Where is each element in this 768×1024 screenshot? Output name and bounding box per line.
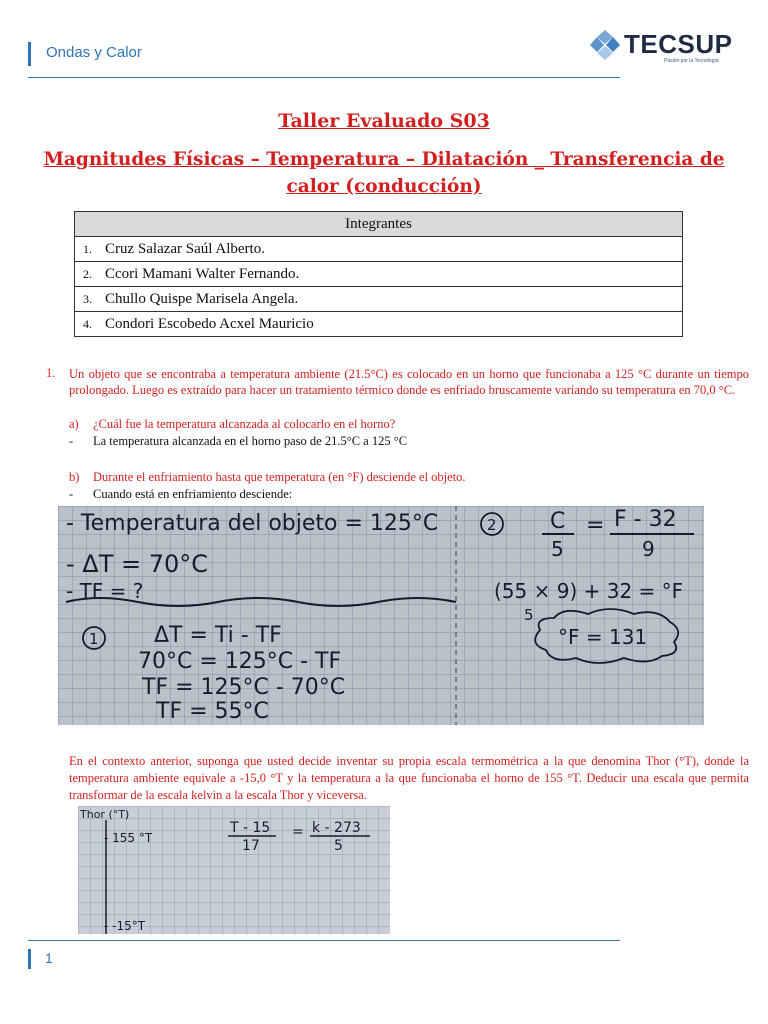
hw-eq-den-left: 17 — [242, 838, 260, 854]
tecsup-logo — [588, 28, 738, 70]
hw-result: °F = 131 — [558, 625, 648, 649]
answer-1a — [69, 433, 407, 449]
thor-scale-photo — [78, 806, 390, 934]
logo-name: TECSUP — [624, 29, 733, 59]
answer-1a-text: La temperatura alcanzada en el horno paso de 21.5°C a 125 °C — [93, 434, 408, 448]
hw-eq-num-left: T - 15 — [230, 820, 271, 836]
hw-line-1: - Temperatura del objeto = 125°C — [66, 511, 439, 536]
header-rule — [28, 77, 620, 78]
question-1-text: Un objeto que se encontraba a temperatura ambiente (21.5°C) es colocado en un horno que funcionaba a 125 °C durante un tiempo prolongado. Luego es extraído para hacer un tratamiento térmico donde es enfriado bruscamente variando su temperatura en 70,0 °C. — [69, 367, 749, 397]
question-1b-label: b) — [69, 470, 80, 484]
context-paragraph: En el contexto anterior, suponga que usted decide inventar su propia escala termométrica a la que denomina Thor (°T), donde la temperatura ambiente equivale a -15,0 °T y la temperatura a la que funcionaba el horno de 155 °T. Deducir una escala que permita transformar de la escala kelvin a la escala Thor y viceversa. — [69, 754, 749, 802]
answer-1b — [69, 486, 292, 502]
hw-thor-top: - 155 °T — [104, 831, 153, 845]
footer-accent-bar — [28, 949, 31, 969]
member-name: Cruz Salazar Saúl Alberto. — [105, 240, 265, 257]
hw-step-1-marker: 1 — [89, 630, 99, 648]
hw-calc-den: 5 — [524, 606, 534, 624]
row-number: 4. — [83, 316, 92, 331]
handwritten-solution-photo — [58, 506, 704, 725]
members-table — [74, 211, 683, 337]
hw-eq-den-right: 5 — [334, 838, 343, 854]
answer-1b-text: Cuando está en enfriamiento desciende: — [93, 487, 293, 501]
svg-text:=: = — [292, 824, 304, 840]
header-accent-bar — [28, 42, 31, 66]
hw-step-1-line-3: TF = 125°C - 70°C — [142, 675, 346, 700]
row-number: 2. — [83, 266, 92, 281]
hw-step-1-line-4: TF = 55°C — [156, 699, 269, 724]
answer-1b-dash: - — [69, 487, 74, 501]
hw-thor-bottom: - -15°T — [104, 919, 146, 933]
hw-step-2-marker: 2 — [487, 516, 497, 534]
table-row — [75, 237, 683, 262]
question-number: 1. — [46, 366, 56, 380]
member-name: Ccori Mamani Walter Fernando. — [105, 265, 300, 282]
hw-line-2: - ΔT = 70°C — [66, 550, 209, 578]
question-1b-text: Durante el enfriamiento hasta que temperatura (en °F) desciende el objeto. — [93, 470, 466, 484]
hw-step-1-line-1: ΔT = Ti - TF — [154, 623, 282, 648]
question-1b — [69, 469, 466, 485]
question-1a-label: a) — [69, 417, 79, 431]
answer-1a-dash: - — [69, 434, 74, 448]
svg-text:=: = — [586, 513, 605, 538]
footer-rule — [28, 940, 620, 941]
document-title: Taller Evaluado S03 — [278, 110, 490, 132]
row-number: 1. — [83, 241, 92, 256]
hw-eq-f: F - 32 — [614, 507, 677, 532]
course-title: Ondas y Calor — [46, 44, 142, 61]
members-header: Integrantes — [75, 212, 683, 237]
hw-eq-c: C — [550, 509, 566, 534]
logo-tagline: Pasión por la Tecnología — [664, 58, 719, 64]
row-number: 3. — [83, 291, 92, 306]
hw-eq-5: 5 — [551, 537, 564, 561]
hw-calc: (55 × 9) + 32 = °F — [494, 579, 684, 603]
table-row — [75, 262, 683, 287]
table-row — [75, 312, 683, 337]
hw-line-3: - TF = ? — [66, 579, 144, 603]
page-number: 1 — [45, 950, 53, 966]
table-row — [75, 287, 683, 312]
question-1a — [69, 416, 395, 432]
question-1a-text: ¿Cuál fue la temperatura alcanzada al colocarlo en el horno? — [93, 417, 396, 431]
tecsup-logo-icon — [588, 28, 622, 62]
members-header-row — [75, 212, 683, 237]
member-name: Condori Escobedo Acxel Mauricio — [105, 315, 314, 332]
hw-eq-9: 9 — [642, 537, 655, 561]
document-subtitle: Magnitudes Físicas – Temperatura – Dilatación _ Transferencia de calor (conducción) — [43, 149, 725, 197]
hw-step-1-line-2: 70°C = 125°C - TF — [138, 649, 342, 674]
member-name: Chullo Quispe Marisela Angela. — [105, 290, 299, 307]
hw-eq-num-right: k - 273 — [312, 820, 361, 836]
hw-thor-label: Thor (°T) — [80, 808, 130, 821]
